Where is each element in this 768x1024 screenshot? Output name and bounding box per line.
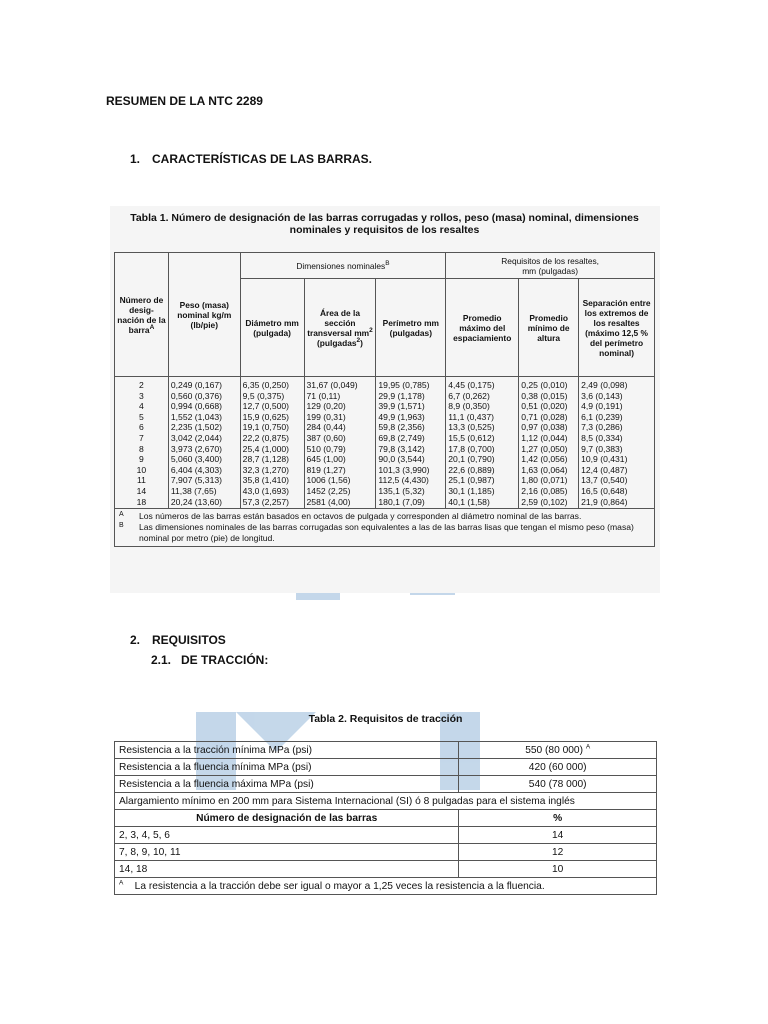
table-cell: 12,7 (0,500) bbox=[240, 401, 304, 412]
table-cell: 13,3 (0,525) bbox=[446, 422, 519, 433]
table-1-bar-dimensions bbox=[114, 252, 655, 547]
table-cell: 4,45 (0,175) bbox=[446, 377, 519, 391]
table-cell: 22,6 (0,889) bbox=[446, 465, 519, 476]
elongation-pct: 14 bbox=[459, 827, 657, 844]
header-diameter: Diámetro mm (pulgada) bbox=[240, 279, 304, 377]
table-1-caption-line-1: Tabla 1. Número de designación de las barras corrugadas y rollos, peso (masa) nominal, dimensiones bbox=[130, 212, 639, 224]
table-1-footnotes bbox=[115, 509, 655, 547]
table-cell: 6,7 (0,262) bbox=[446, 391, 519, 402]
table-cell: 19,95 (0,785) bbox=[376, 377, 446, 391]
table-cell: 13,7 (0,540) bbox=[579, 475, 655, 486]
table-cell: 101,3 (3,990) bbox=[376, 465, 446, 476]
table-cell: 819 (1,27) bbox=[304, 465, 376, 476]
table-cell: 284 (0,44) bbox=[304, 422, 376, 433]
table-cell: 21,9 (0,864) bbox=[579, 497, 655, 509]
table-cell: 49,9 (1,963) bbox=[376, 412, 446, 423]
table-row bbox=[115, 793, 657, 810]
table-cell: 0,994 (0,668) bbox=[168, 401, 240, 412]
table-1-caption bbox=[114, 212, 655, 236]
table-cell: 22,2 (0,875) bbox=[240, 433, 304, 444]
header-height: Promedio mínimo de altura bbox=[519, 279, 579, 377]
table-cell: 387 (0,60) bbox=[304, 433, 376, 444]
table-cell: 35,8 (1,410) bbox=[240, 475, 304, 486]
table-cell: 0,249 (0,167) bbox=[168, 377, 240, 391]
table-row bbox=[115, 742, 657, 759]
table-cell: 39,9 (1,571) bbox=[376, 401, 446, 412]
table-row bbox=[115, 391, 655, 402]
section-1-number: 1. bbox=[130, 152, 141, 166]
table-cell: 180,1 (7,09) bbox=[376, 497, 446, 509]
table-cell: 2581 (4,00) bbox=[304, 497, 376, 509]
bar-group: 14, 18 bbox=[115, 861, 459, 878]
bar-designation-cell: 5 bbox=[115, 412, 169, 423]
table-cell: 3,042 (2,044) bbox=[168, 433, 240, 444]
header-area: Área de la sección transversal $mm^2$ (pulgadas$^2$) bbox=[304, 279, 376, 377]
footnote-b: B Las dimensiones nominales de las barras corrugadas son equivalentes a las de las barras lisas que tengan el mismo peso (masa) nominal por metro (pie) de longitud. bbox=[119, 522, 634, 544]
table-cell: 2,49 (0,098) bbox=[579, 377, 655, 391]
section-1-title: CARACTERÍSTICAS DE LAS BARRAS. bbox=[152, 152, 373, 166]
table-cell: 31,67 (0,049) bbox=[304, 377, 376, 391]
table-cell: 135,1 (5,32) bbox=[376, 486, 446, 497]
table-cell: 0,71 (0,028) bbox=[519, 412, 579, 423]
table-row bbox=[115, 759, 657, 776]
section-2-number: 2. bbox=[130, 633, 141, 647]
table-cell: 2,16 (0,085) bbox=[519, 486, 579, 497]
table-row bbox=[115, 377, 655, 391]
table-cell: 8,9 (0,350) bbox=[446, 401, 519, 412]
table-cell: 57,3 (2,257) bbox=[240, 497, 304, 509]
header-spacing: Promedio máximo del espaciamiento bbox=[446, 279, 519, 377]
table-cell: 43,0 (1,693) bbox=[240, 486, 304, 497]
table-cell: 8,5 (0,334) bbox=[579, 433, 655, 444]
bar-group: 7, 8, 9, 10, 11 bbox=[115, 844, 459, 861]
table-cell: 0,38 (0,015) bbox=[519, 391, 579, 402]
table-cell: 4,9 (0,191) bbox=[579, 401, 655, 412]
section-2-1-heading bbox=[151, 653, 268, 667]
header-weight: Peso (masa) nominal kg/m (lb/pie) bbox=[168, 253, 240, 377]
bar-group: 2, 3, 4, 5, 6 bbox=[115, 827, 459, 844]
table-cell: 6,35 (0,250) bbox=[240, 377, 304, 391]
table-row bbox=[115, 422, 655, 433]
table-row bbox=[115, 861, 657, 878]
bar-designation-cell: 18 bbox=[115, 497, 169, 509]
table-cell: 1,27 (0,050) bbox=[519, 444, 579, 455]
prop-label: Resistencia a la fluencia mínima MPa (psi) bbox=[115, 759, 459, 776]
table-cell: 0,560 (0,376) bbox=[168, 391, 240, 402]
table-cell: 510 (0,79) bbox=[304, 444, 376, 455]
table-row bbox=[115, 401, 655, 412]
table-cell: 7,3 (0,286) bbox=[579, 422, 655, 433]
table-cell: 9,7 (0,383) bbox=[579, 444, 655, 455]
table-1-caption-line-2: nominales y requisitos de los resaltes bbox=[289, 224, 480, 236]
bar-designation-cell: 3 bbox=[115, 391, 169, 402]
table-cell: 90,0 (3,544) bbox=[376, 454, 446, 465]
section-2-heading bbox=[130, 633, 226, 647]
table-cell: 0,25 (0,010) bbox=[519, 377, 579, 391]
prop-value: 420 (60 000) bbox=[459, 759, 657, 776]
table-cell: 20,24 (13,60) bbox=[168, 497, 240, 509]
table-2-caption: Tabla 2. Requisitos de tracción bbox=[308, 713, 463, 725]
table-cell: 2,235 (1,502) bbox=[168, 422, 240, 433]
table-cell: 71 (0,11) bbox=[304, 391, 376, 402]
table-row bbox=[115, 475, 655, 486]
header-separation: Separación entre los extremos de los resaltes (máximo 12,5 % del perímetro nominal) bbox=[579, 279, 655, 377]
elongation-pct: 12 bbox=[459, 844, 657, 861]
elongation-pct: 10 bbox=[459, 861, 657, 878]
table-cell: 59,8 (2,356) bbox=[376, 422, 446, 433]
table-1-body bbox=[115, 377, 655, 509]
bar-designation-cell: 10 bbox=[115, 465, 169, 476]
table-cell: 19,1 (0,750) bbox=[240, 422, 304, 433]
table-cell: 30,1 (1,185) bbox=[446, 486, 519, 497]
prop-value: 550 (80 000) $^A$ bbox=[459, 742, 657, 759]
table-cell: 12,4 (0,487) bbox=[579, 465, 655, 476]
table-cell: 6,404 (4,303) bbox=[168, 465, 240, 476]
bar-designation-cell: 8 bbox=[115, 444, 169, 455]
table-cell: 25,1 (0,987) bbox=[446, 475, 519, 486]
bar-designation-cell: 2 bbox=[115, 377, 169, 391]
table-cell: 1,552 (1,043) bbox=[168, 412, 240, 423]
table-cell: 10,9 (0,431) bbox=[579, 454, 655, 465]
table-2-footnote: $^A$ La resistencia a la tracción debe ser igual o mayor a 1,25 veces la resistencia a la fluencia. bbox=[115, 878, 657, 895]
table-cell: 0,97 (0,038) bbox=[519, 422, 579, 433]
table-row bbox=[115, 810, 657, 827]
section-2-1-number: 2.1. bbox=[151, 653, 172, 667]
table-cell: 11,38 (7,65) bbox=[168, 486, 240, 497]
bar-designation-cell: 4 bbox=[115, 401, 169, 412]
header-perimeter: Perímetro mm (pulgadas) bbox=[376, 279, 446, 377]
table-row bbox=[115, 497, 655, 509]
bar-designation-cell: 6 bbox=[115, 422, 169, 433]
table-cell: 20,1 (0,790) bbox=[446, 454, 519, 465]
prop-label: Resistencia a la fluencia máxima MPa (psi) bbox=[115, 776, 459, 793]
section-2-title: REQUISITOS bbox=[152, 633, 226, 647]
section-1-heading bbox=[130, 152, 372, 166]
table-cell: 9,5 (0,375) bbox=[240, 391, 304, 402]
bar-designation-cell: 9 bbox=[115, 454, 169, 465]
table-cell: 25,4 (1,000) bbox=[240, 444, 304, 455]
header-group-requirements: Requisitos de los resaltes, mm (pulgadas) bbox=[446, 253, 655, 279]
bar-designation-cell: 14 bbox=[115, 486, 169, 497]
table-cell: 1,42 (0,056) bbox=[519, 454, 579, 465]
table-row bbox=[115, 454, 655, 465]
table-cell: 69,8 (2,749) bbox=[376, 433, 446, 444]
prop-label: Resistencia a la tracción mínima MPa (psi) bbox=[115, 742, 459, 759]
table-cell: 0,51 (0,020) bbox=[519, 401, 579, 412]
table-cell: 40,1 (1,58) bbox=[446, 497, 519, 509]
header-bar-designation: Número de designación de las barras bbox=[115, 810, 459, 827]
table-cell: 11,1 (0,437) bbox=[446, 412, 519, 423]
table-cell: 3,6 (0,143) bbox=[579, 391, 655, 402]
table-row bbox=[115, 412, 655, 423]
table-row bbox=[115, 444, 655, 455]
header-group-dimensions: Dimensiones nominales$^B$ bbox=[240, 253, 446, 279]
table-row bbox=[115, 827, 657, 844]
header-designation: Número de desig- nación de la barra$^A$ bbox=[115, 253, 169, 377]
header-percent: % bbox=[459, 810, 657, 827]
table-cell: 199 (0,31) bbox=[304, 412, 376, 423]
prop-value: 540 (78 000) bbox=[459, 776, 657, 793]
section-2-1-title: DE TRACCIÓN: bbox=[181, 653, 269, 667]
table-row bbox=[115, 776, 657, 793]
table-row bbox=[115, 878, 657, 895]
table-cell: 2,59 (0,102) bbox=[519, 497, 579, 509]
table-cell: 29,9 (1,178) bbox=[376, 391, 446, 402]
footnote-a: A Los números de las barras están basados en octavos de pulgada y corresponden al diámetro nominal de las barras. bbox=[119, 511, 582, 522]
table-cell: 6,1 (0,239) bbox=[579, 412, 655, 423]
table-cell: 3,973 (2,670) bbox=[168, 444, 240, 455]
table-row bbox=[115, 433, 655, 444]
table-cell: 1,80 (0,071) bbox=[519, 475, 579, 486]
table-cell: 1,63 (0,064) bbox=[519, 465, 579, 476]
bar-designation-cell: 11 bbox=[115, 475, 169, 486]
table-cell: 15,5 (0,612) bbox=[446, 433, 519, 444]
table-cell: 5,060 (3,400) bbox=[168, 454, 240, 465]
bar-designation-cell: 7 bbox=[115, 433, 169, 444]
table-cell: 7,907 (5,313) bbox=[168, 475, 240, 486]
table-row bbox=[115, 486, 655, 497]
elongation-row: Alargamiento mínimo en 200 mm para Sistema Internacional (SI) ó 8 pulgadas para el sistema inglés bbox=[115, 793, 657, 810]
table-cell: 1,12 (0,044) bbox=[519, 433, 579, 444]
table-cell: 129 (0,20) bbox=[304, 401, 376, 412]
table-cell: 16,5 (0,648) bbox=[579, 486, 655, 497]
table-row bbox=[115, 844, 657, 861]
table-cell: 112,5 (4,430) bbox=[376, 475, 446, 486]
table-cell: 28,7 (1,128) bbox=[240, 454, 304, 465]
document-title: RESUMEN DE LA NTC 2289 bbox=[106, 94, 263, 108]
table-2-tensile-requirements bbox=[114, 741, 657, 895]
table-cell: 1452 (2,25) bbox=[304, 486, 376, 497]
table-cell: 17,8 (0,700) bbox=[446, 444, 519, 455]
table-cell: 79,8 (3,142) bbox=[376, 444, 446, 455]
table-cell: 645 (1,00) bbox=[304, 454, 376, 465]
table-cell: 15,9 (0,625) bbox=[240, 412, 304, 423]
table-cell: 1006 (1,56) bbox=[304, 475, 376, 486]
table-cell: 32,3 (1,270) bbox=[240, 465, 304, 476]
table-row bbox=[115, 465, 655, 476]
